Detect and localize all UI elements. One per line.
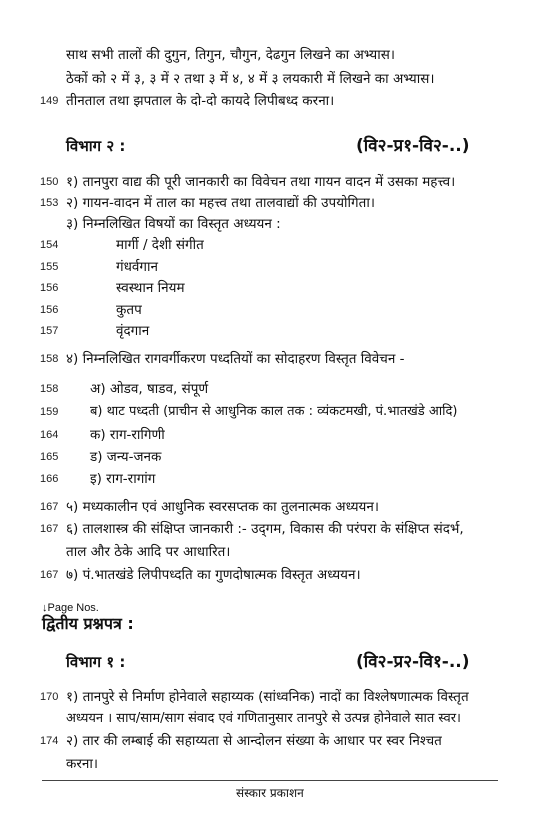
page-number: 164: [40, 429, 59, 441]
page-number: 167: [40, 569, 59, 581]
list-item: २) तार की लम्बाई की सहाय्यता से आन्दोलन संख्या के आधार पर स्वर निश्‍चत: [66, 733, 442, 749]
list-item: ५) मध्यकालीन एवं आधुनिक स्वरसप्तक का तुलनात्मक अध्ययन।: [66, 499, 379, 515]
page-number: 167: [40, 523, 59, 535]
list-item: २) गायन-वादन में ताल का महत्त्व तथा तालवाद्यों की उपयोगिता।: [66, 195, 375, 211]
page-number: 155: [40, 261, 59, 273]
page-number: 159: [40, 406, 59, 418]
footer-publisher: संस्कार प्रकाशन: [236, 786, 304, 800]
sub-list-item: स्वस्थान नियम: [116, 280, 185, 296]
list-item: ७) पं.भातखंडे लिपीपध्दति का गुणदोषात्मक विस्तृत अध्ययन।: [66, 567, 361, 583]
page-number: 174: [40, 735, 59, 747]
sub-list-item: क) राग-रागिणी: [90, 427, 165, 443]
page-number: 165: [40, 451, 59, 463]
intro-line-1: साथ सभी तालों की दुगुन, तिगुन, चौगुन, देढगुन लिखने का अभ्यास।: [66, 47, 395, 63]
list-item-continuation: ताल और ठेके आदि पर आधारित।: [66, 544, 231, 560]
intro-line-3: तीनताल तथा झपताल के दो-दो कायदे लिपीबध्द करना।: [66, 93, 335, 109]
sub-list-item: ब) थाट पध्दती (प्राचीन से आधुनिक काल तक : व्यंकटमखी, पं.भातखंडे आदि): [90, 404, 458, 419]
section-heading: विभाग १ :: [66, 653, 126, 671]
list-item: ४) निम्नलिखित रागवर्गीकरण पध्दतियों का सोदाहरण विस्तृत विवेचन -: [66, 351, 405, 367]
list-item-continuation: अध्ययन । साप/साम/साग संवाद एवं गणितानुसार तानपुरे से उत्पन्न होनेवाले सात स्वर।: [66, 711, 461, 726]
section-code: (वि२-प्र१-वि२-..): [356, 136, 470, 156]
section-heading: विभाग २ :: [66, 137, 126, 155]
sub-list-item: कुतप: [116, 302, 142, 318]
page-number: 156: [40, 304, 59, 316]
page-number: 167: [40, 501, 59, 513]
page-number: 153: [40, 197, 59, 209]
footer-rule: [42, 780, 498, 781]
page-number: 150: [40, 176, 59, 188]
list-item: ३) निम्नलिखित विषयों का विस्तृत अध्ययन :: [66, 216, 281, 232]
intro-line-2: ठेकों को २ में ३, ३ में २ तथा ३ में ४, ४ में ३ लयकारी में लिखने का अभ्यास।: [66, 71, 435, 87]
page-number: 149: [40, 95, 59, 107]
list-item: १) तानपुरा वाद्य की पूरी जानकारी का विवेचन तथा गायन वादन में उसका महत्त्व।: [66, 174, 456, 190]
page-number: 157: [40, 325, 59, 337]
sub-list-item: मार्गी / देशी संगीत: [116, 237, 204, 253]
sub-list-item: अ) ओडव, षाडव, संपूर्ण: [90, 381, 209, 397]
page-number: 166: [40, 473, 59, 485]
list-item: ६) तालशास्त्र की संक्षिप्त जानकारी :- उद्‌गम, विकास की परंपरा के संक्षिप्त संदर्भ,: [66, 521, 464, 537]
sub-list-item: वृंदगान: [116, 323, 150, 339]
list-item-continuation: करना।: [66, 756, 98, 772]
list-item: १) तानपुरे से निर्माण होनेवाले सहाय्यक (सांध्वनिक) नादों का विश्‍लेषणात्मक विस्तृत: [66, 689, 469, 705]
page-number: 158: [40, 353, 59, 365]
section-code: (वि२-प्र२-वि१-..): [356, 652, 470, 672]
sub-list-item: इ) राग-रागांग: [90, 471, 156, 487]
sub-list-item: ड) जन्य-जनक: [90, 449, 162, 465]
page-number: 158: [40, 383, 59, 395]
page-number: 156: [40, 282, 59, 294]
paper-title: द्वितीय प्रश्नपत्र :: [42, 614, 134, 633]
page-number: 170: [40, 691, 59, 703]
page-nos-label: ↓Page Nos.: [42, 602, 99, 614]
page-number: 154: [40, 239, 59, 251]
sub-list-item: गंधर्वगान: [116, 259, 158, 275]
